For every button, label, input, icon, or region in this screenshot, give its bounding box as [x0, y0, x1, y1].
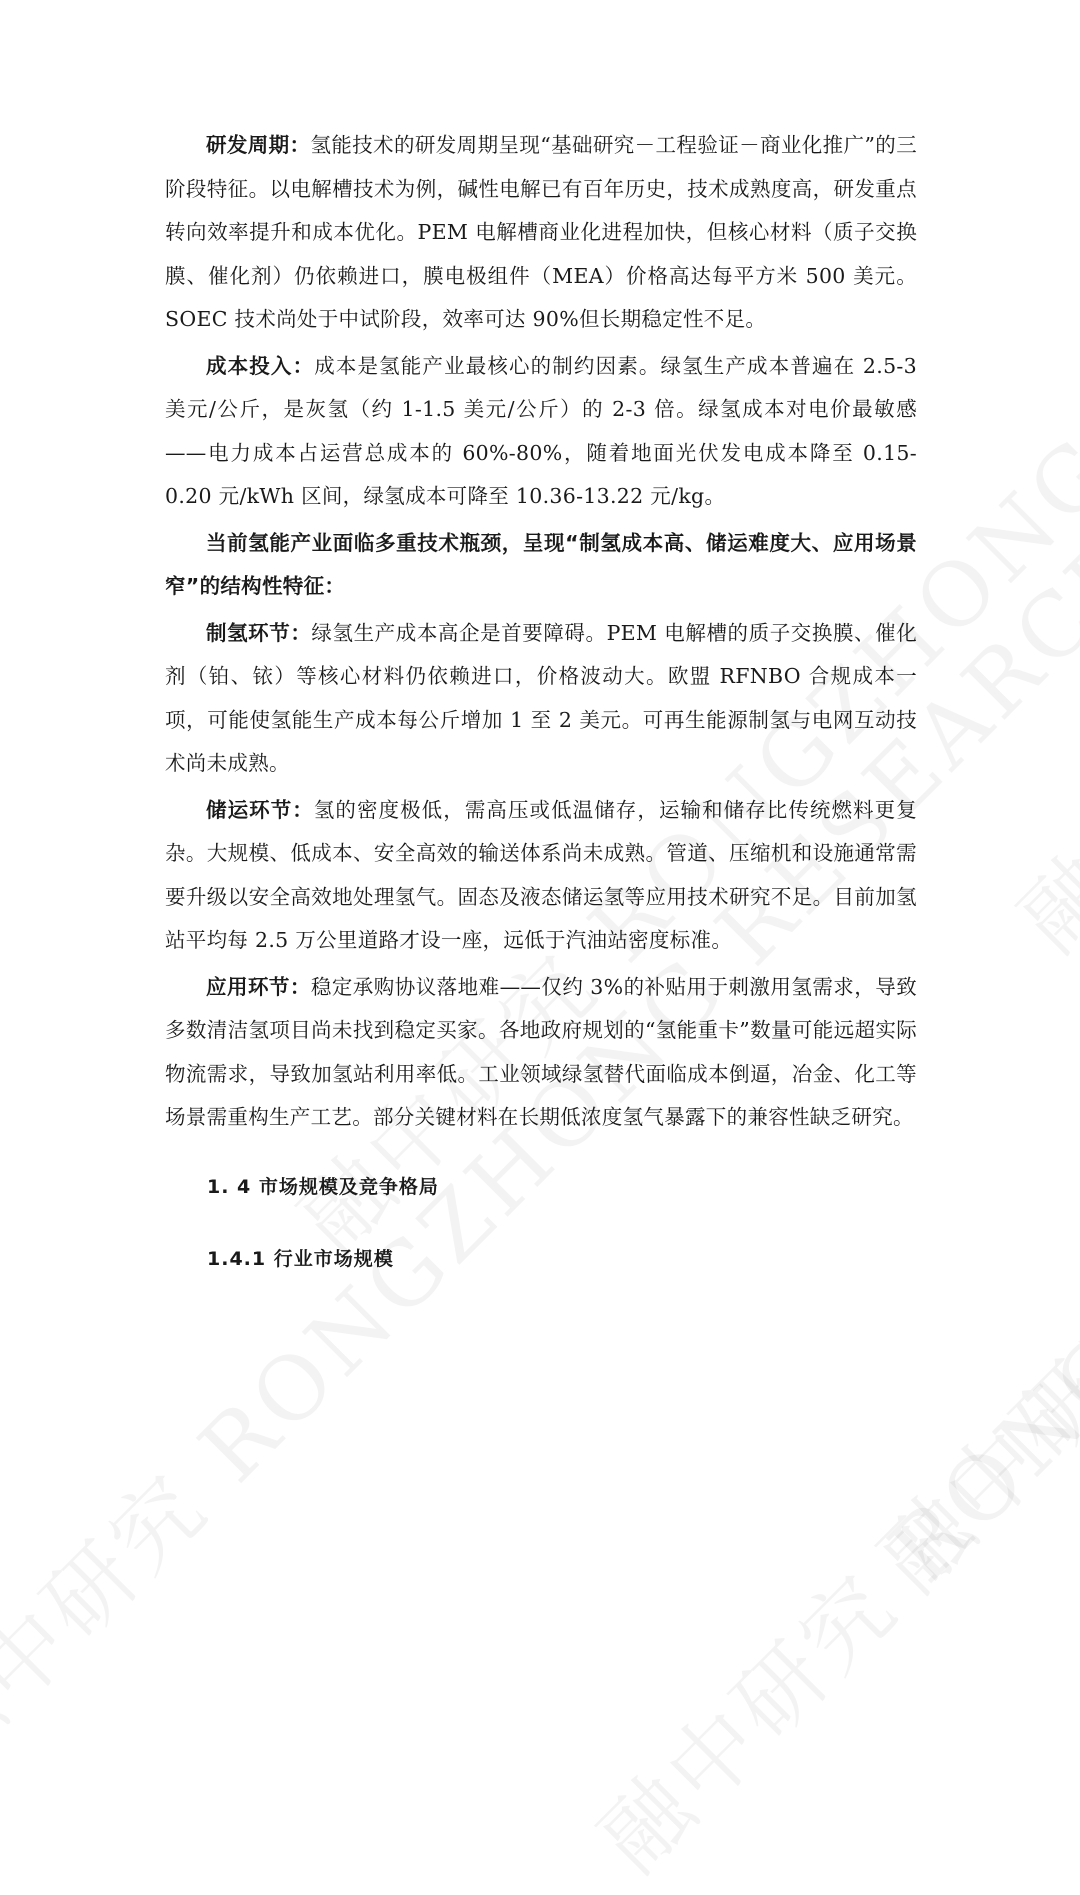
watermark [987, 0, 1080, 975]
paragraph-lead: 储运环节： [206, 797, 314, 822]
subsection-heading: 1.4.1 行业市场规模 [207, 1248, 394, 1270]
paragraph-lead: 应用环节： [206, 974, 311, 999]
paragraph-text: 氢的密度极低，需高压或低温储存，运输和储存比传统燃料更复杂。大规模、低成本、安全高效的输送体系尚未成熟。管道、压缩机和设施通常需要升级以安全高效地处理氢气。固态及液态储运氢等应用技术研究不足。目前加氢站平均每 2.5 万公里道路才设一座，远低于汽油站密度标准。 [165, 797, 917, 952]
paragraph-text: 绿氢生产成本高企是首要障碍。PEM 电解槽的质子交换膜、催化剂（铂、铱）等核心材料仍依赖进口，价格波动大。欧盟 RFNBO 合规成本一项，可能使氢能生产成本每公斤增加 1 至 2 美元。可再生能源制氢与电网互动技术尚未成熟。 [165, 620, 918, 775]
paragraph-production [165, 612, 917, 786]
paragraph-text: 当前氢能产业面临多重技术瓶颈，呈现“制氢成本高、储运难度大、应用场景窄”的结构性特征： [165, 530, 917, 598]
paragraph-text: 稳定承购协议落地难——仅约 3%的补贴用于刺激用氢需求，导致多数清洁氢项目尚未找到稳定买家。各地政府规划的“氢能重卡”数量可能远超实际物流需求，导致加氢站利用率低。工业领域绿氢替代面临成本倒逼，冶金、化工等场景需重构生产工艺。部分关键材料在长期低浓度氢气暴露下的兼容性缺乏研究。 [165, 974, 917, 1129]
paragraph-rd-cycle [165, 124, 917, 342]
paragraph-text: 氢能技术的研发周期呈现“基础研究－工程验证－商业化推广”的三阶段特征。以电解槽技术为例，碱性电解已有百年历史，技术成熟度高，研发重点转向效率提升和成本优化。PEM 电解槽商业化进程加快，但核心材料（质子交换膜、催化剂）仍依赖进口，膜电极组件（MEA）价格高达每平方米 500 美元。SOEC 技术尚处于中试阶段，效率可达 90%但长期稳定性不足。 [165, 133, 917, 331]
paragraph-text: 成本是氢能产业最核心的制约因素。绿氢生产成本普遍在 2.5-3 美元/公斤，是灰氢（约 1-1.5 美元/公斤）的 2-3 倍。绿氢成本对电价最敏感——电力成本占运营总成本的 60%-80%，随着地面光伏发电成本降至 0.15-0.20 元/kWh 区间，绿氢成本可降至 10.36-13.22 元/kg。 [165, 353, 918, 508]
document-body [165, 124, 917, 1143]
paragraph-bottleneck-summary [165, 522, 917, 609]
paragraph-lead: 成本投入： [206, 353, 315, 378]
section-heading: 1. 4 市场规模及竞争格局 [207, 1176, 439, 1198]
paragraph-cost-input [165, 345, 917, 519]
paragraph-application [165, 966, 917, 1140]
paragraph-lead: 研发周期： [206, 133, 311, 157]
paragraph-lead: 制氢环节： [206, 620, 312, 645]
paragraph-storage-transport [165, 789, 917, 963]
